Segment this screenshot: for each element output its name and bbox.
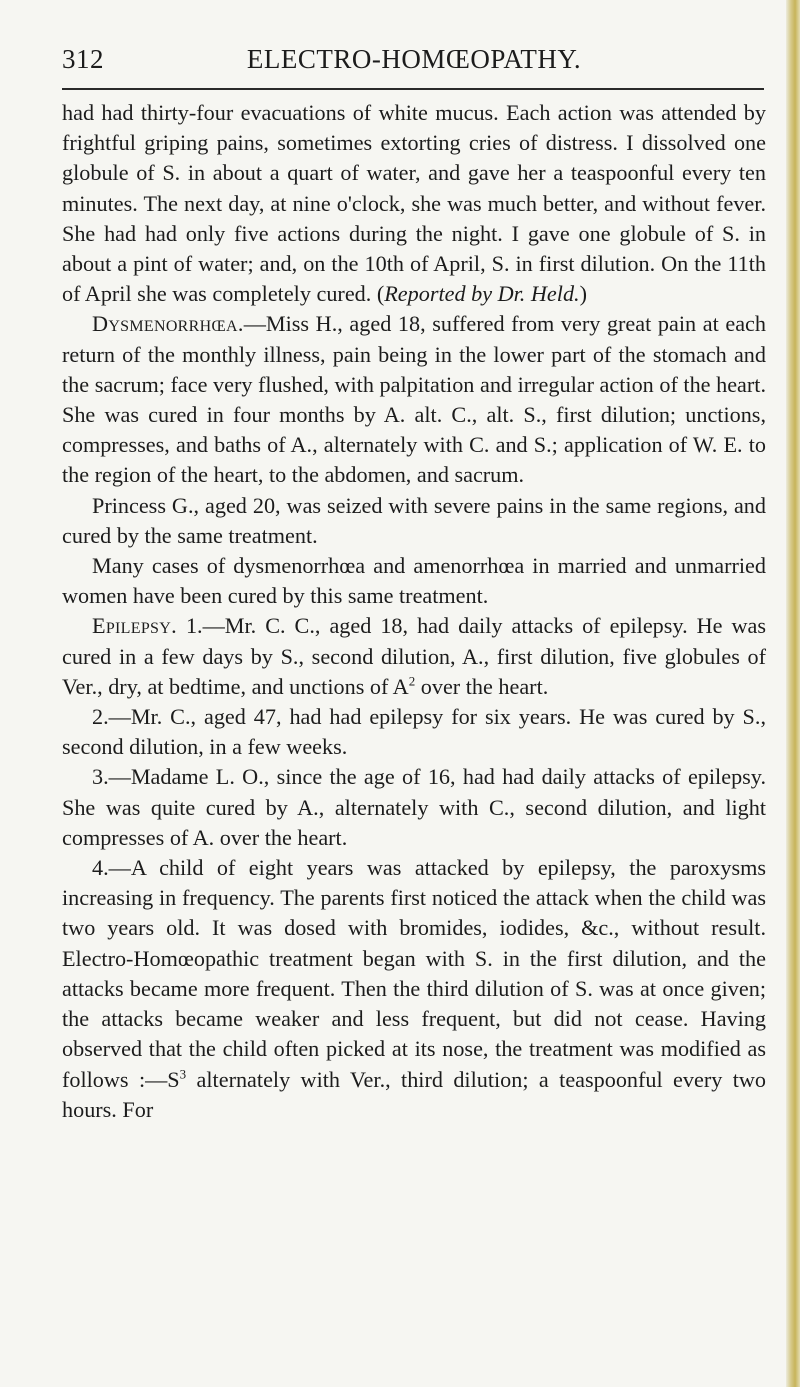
paragraph-epilepsy-1: Epilepsy. 1.—Mr. C. C., aged 18, had daily attacks of epilepsy. He was cured in a few days by S., second dilution, A., first dilution, five globules of Ver., dry, at bedtime, and unctions of $A^2$ over the heart. <box>62 613 766 699</box>
book-page <box>62 44 767 1122</box>
reported-by: Reported by Dr. Held. <box>384 281 580 307</box>
page-number: 312 <box>62 44 104 74</box>
running-head <box>62 44 766 82</box>
section-heading-epilepsy: Epilepsy. <box>92 613 177 639</box>
paragraph-dysmenorrhoea: Dysmenorrhœa.—Miss H., aged 18, suffered from very great pain at each return of the monthly illness, pain being in the lower part of the stomach and the sacrum; face very flushed, with palpitation and irregular action of the heart. She was cured in four months by A. alt. C., alt. S., first dilution; unctions, compresses, and baths of A., alternately with C. and S.; application of W. E. to the region of the heart, to the abdomen, and sacrum. <box>62 311 766 488</box>
paragraph-princess: Princess G., aged 20, was seized with severe pains in the same regions, and cured by the same treatment. <box>62 492 766 548</box>
running-title: ELECTRO-HOMŒOPATHY. <box>246 44 582 74</box>
paragraph-epilepsy-3: 3.—Madame L. O., since the age of 16, had had daily attacks of epilepsy. She was quite cured by A., alternately with C., second dilution, and light compresses of A. over the heart. <box>62 764 766 850</box>
section-heading-dysmenorrhoea: Dysmenorrhœa. <box>92 311 244 337</box>
page-edge <box>786 0 800 1387</box>
body-text <box>62 98 766 1125</box>
paragraph-epilepsy-2: 2.—Mr. C., aged 47, had had epilepsy for six years. He was cured by S., second dilution, in a few weeks. <box>62 704 766 760</box>
header-rule <box>62 88 764 90</box>
paragraph-many-cases: Many cases of dysmenorrhœa and amenorrhœa in married and unmarried women have been cured by this same treatment. <box>62 553 766 609</box>
paragraph-held-case: had had thirty-four evacuations of white mucus. Each action was attended by frightful griping pains, sometimes extorting cries of distress. I dissolved one globule of S. in about a quart of water, and gave her a teaspoonful every ten minutes. The next day, at nine o'clock, she was much better, and without fever. She had had only five actions during the night. I gave one globule of S. in about a pint of water; and, on the 10th of April, S. in first dilution. On the 11th of April she was completely cured. (Reported by Dr. Held.) <box>62 100 766 307</box>
paragraph-epilepsy-4: 4.—A child of eight years was attacked by epilepsy, the paroxysms increasing in frequency. The parents first noticed the attack when the child was two years old. It was dosed with bromides, iodides, &c., without result. Electro-Homœopathic treatment began with S. in the first dilution, and the attacks became more frequent. Then the third dilution of S. was at once given; the attacks became weaker and less frequent, but did not cease. Having observed that the child often picked at its nose, the treatment was modified as follows $:—S^3$ alternately with Ver., third dilution; a teaspoonful every two hours. For <box>62 855 767 1122</box>
